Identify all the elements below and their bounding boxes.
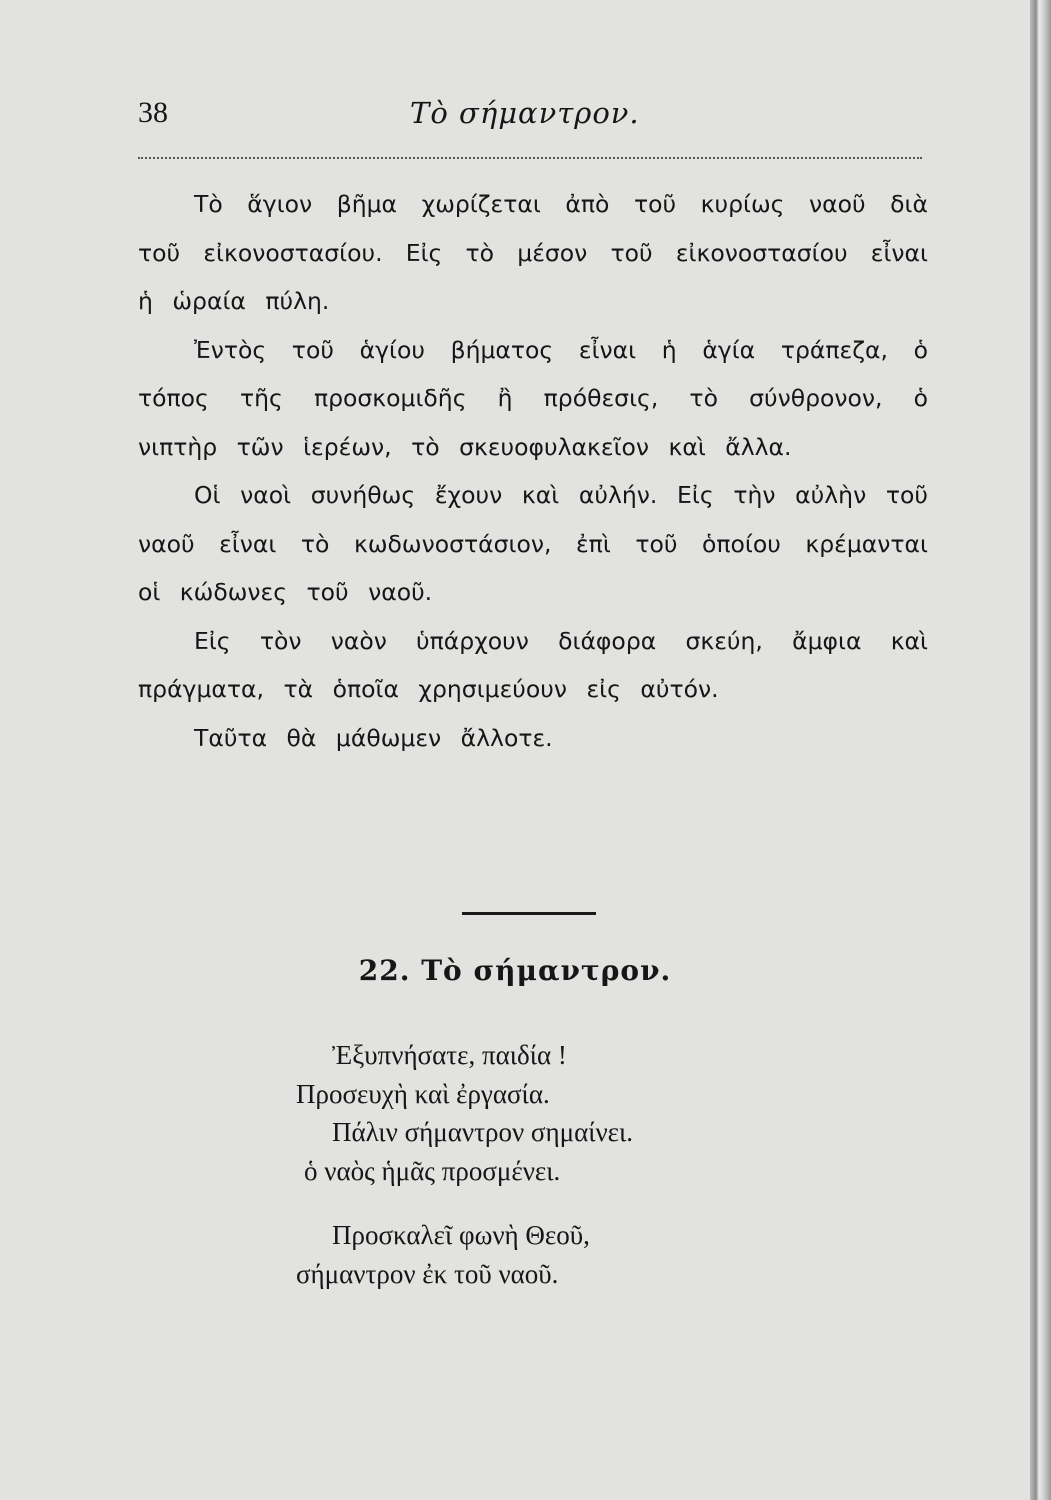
section-title: Τὸ σήμαντρον. (421, 954, 672, 987)
paragraph: Εἰς τὸν ναὸν ὑπάρχουν διάφορα σκεύη, ἄμφια καὶ πράγματα, τὰ ὁποῖα χρησιμεύουν εἰς αὐτόν. (138, 626, 928, 703)
poem-line: Προσευχὴ καὶ ἐργασία. (296, 1078, 550, 1109)
poem-stanza (296, 1036, 776, 1190)
page-number: 38 (138, 96, 168, 129)
section-number: 22. (358, 954, 411, 987)
poem (296, 1036, 776, 1319)
paragraph: Ταῦτα θὰ μάθωμεν ἄλλοτε. (194, 723, 553, 752)
paragraph: Ἐντὸς τοῦ ἁγίου βήματος εἶναι ἡ ἁγία τράπεζα, ὁ τόπος τῆς προσκομιδῆς ἢ πρόθεσις, τὸ σύνθρονον, ὁ νιπτὴρ τῶν ἱερέων, τὸ σκευοφυλακεῖον καὶ ἄλλα. (138, 335, 928, 461)
body-text (138, 180, 928, 762)
section-heading (0, 954, 1030, 987)
poem-line: Πάλιν σήμαντρον σημαίνει. (332, 1117, 634, 1147)
paragraph: Οἱ ναοὶ συνήθως ἔχουν καὶ αὐλήν. Εἰς τὴν αὐλὴν τοῦ ναοῦ εἶναι τὸ κωδωνοστάσιον, ἐπὶ τοῦ ὁποίου κρέμανται οἱ κώδωνες τοῦ ναοῦ. (138, 481, 928, 606)
paragraph: Τὸ ἅγιον βῆμα χωρίζεται ἀπὸ τοῦ κυρίως ναοῦ διὰ τοῦ εἰκονοστασίου. Εἰς τὸ μέσον τοῦ εἰκονοστασίου εἶναι ἡ ὡραία πύλη. (138, 190, 928, 315)
header-divider (138, 157, 922, 159)
page-header (138, 96, 928, 140)
running-title: Τὸ σήμαντρον. (410, 96, 640, 130)
poem-line: Προσκαλεῖ φωνὴ Θεοῦ, (332, 1220, 590, 1250)
poem-stanza (296, 1216, 776, 1293)
poem-line: ὁ ναὸς ἡμᾶς προσμένει. (304, 1155, 561, 1186)
page-binding-edge (1030, 0, 1051, 1500)
poem-line: Ἐξυπνήσατε, παιδία ! (332, 1040, 567, 1070)
section-divider (462, 912, 596, 915)
poem-line: σήμαντρον ἐκ τοῦ ναοῦ. (296, 1258, 559, 1289)
